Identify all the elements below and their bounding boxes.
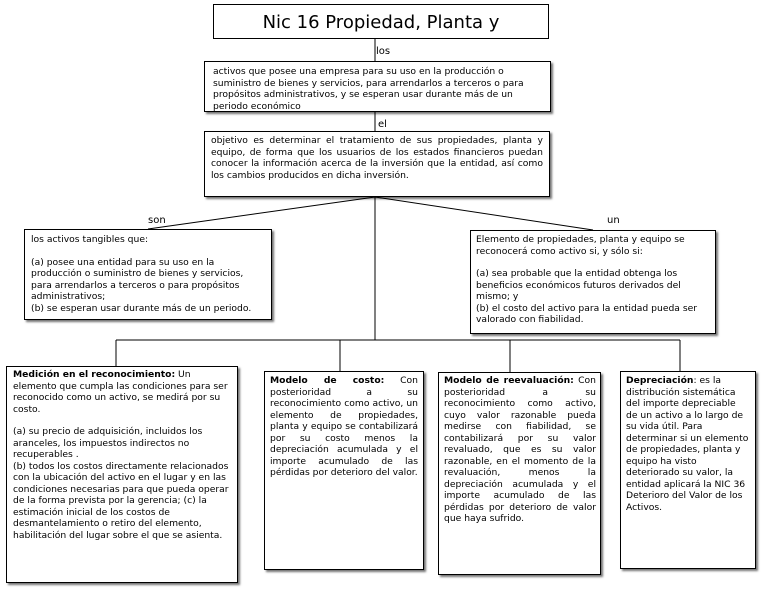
un-box (470, 230, 716, 334)
costo-paragraph (270, 375, 418, 479)
connector-label-los: los (376, 46, 391, 57)
depreciacion-box (620, 371, 756, 569)
connector-label-son: son (148, 215, 166, 226)
costo-body: Con posterioridad a su reconocimiento como activo, un elemento de propiedades, planta y equipo se contabilizará por su costo menos la depreciación acumulada y el importe acumulado de las pérdidas por deterioro del valor. (270, 375, 418, 478)
un-item-b: (b) el costo del activo para la entidad pueda ser valorado con fiabilidad. (476, 302, 698, 325)
modelo-reevaluacion-box (438, 372, 601, 575)
medicion-item-b: (b) todos los costos directamente relacionados con la ubicación del activo en el lugar y en las condiciones necesarias para que pueda operar de la forma prevista por la gerencia; (c) la estimación inicial de los costos de desmantelamiento o retiro del elemento, habilitación del lugar sobre el que se asienta. (13, 460, 229, 541)
son-item-a: (a) posee una entidad para su uso en la producción o suministro de bienes y servicios, para arrendarlos a terceros o para propósitos administrativos; (31, 256, 244, 302)
deprec-body: : es la distribución sistemática del importe depreciable de un activo a lo largo de su vida útil. Para determinar si un elemento de propiedades, planta y equipo ha visto deteriorado su valor, la entidad aplicará la NIC 36 Deterioro del Valor de los Activos. (626, 375, 749, 513)
objetivo-box (204, 131, 550, 197)
medicion-intro: Un elemento que cumpla las condiciones para ser reconocido como un activo, se medirá por su costo. (13, 369, 228, 415)
medicion-box (6, 366, 238, 583)
reeval-paragraph (444, 375, 596, 525)
deprec-heading: Depreciación (626, 375, 694, 386)
reeval-heading: Modelo de reevaluación: (444, 375, 574, 386)
medicion-heading: Medición en el reconocimiento: (13, 369, 176, 380)
modelo-costo-box (264, 371, 424, 570)
costo-heading: Modelo de costo: (270, 375, 385, 386)
son-intro: los activos tangibles que: (31, 234, 149, 245)
son-box (24, 229, 272, 320)
connector-label-el: el (378, 119, 387, 130)
un-item-a: (a) sea probable que la entidad obtenga los beneficios económicos futuros derivados del mismo; y (476, 268, 681, 302)
objetivo-text: objetivo es determinar el tratamiento de sus propiedades, planta y equipo, de forma que los usuarios de los estados financieros puedan conocer la información acerca de la inversión que la entidad, así como los cambios producidos en dicha inversión. (211, 135, 543, 181)
son-item-b: (b) se esperan usar durante más de un periodo. (31, 302, 252, 314)
reeval-body: Con posterioridad a su reconocimiento como activo, cuyo valor razonable pueda medirse con fiabilidad, se contabilizará por su valor revaluado, que es su valor razonable, en el momento de la revaluación, menos la depreciación acumulada y el importe acumulado de las pérdidas por deterioro de valor que haya sufrido. (444, 375, 597, 524)
activos-text: activos que posee una empresa para su uso en la producción o suministro de bienes y servicios, para arrendarlos a terceros o para propósitos administrativos, y se esperan usar durante más de un periodo económico (213, 66, 524, 112)
diagram-title (213, 4, 549, 39)
activos-box (204, 61, 551, 112)
un-intro: Elemento de propiedades, planta y equipo se reconocerá como activo si, y sólo si: (476, 234, 685, 257)
medicion-item-a: (a) su precio de adquisición, incluidos los aranceles, los impuestos indirectos no recuperables . (13, 426, 203, 460)
deprec-paragraph (626, 375, 750, 513)
title-text: Nic 16 Propiedad, Planta y (262, 12, 500, 33)
medicion-paragraph (13, 369, 232, 415)
connector-label-un: un (607, 215, 620, 226)
